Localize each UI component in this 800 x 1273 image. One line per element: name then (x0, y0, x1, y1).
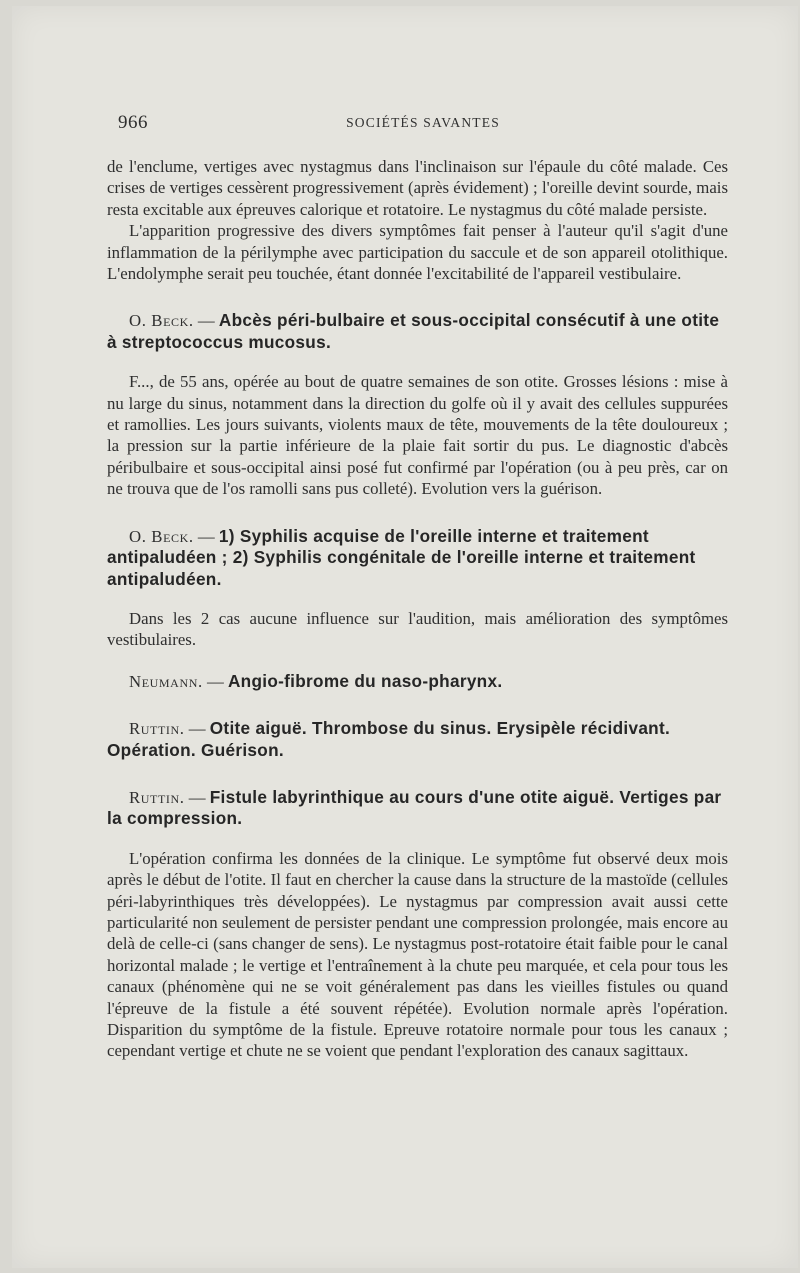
entry-title: Angio-fibrome du naso-pharynx. (227, 670, 503, 691)
entry-author: O. Beck. (129, 526, 194, 546)
entry-body: F..., de 55 ans, opérée au bout de quatre semaines de son otite. Grosses lésions : mise à nu large du sinus, notamment dans la direction du golfe où il y avait des cellules suppurées et ramollies. Les jours suivants, violents maux de tête, mouvements de la tête douloureux ; la pression sur la partie inférieure de la plaie fait sortir du pus. Le diagnostic d'abcès péribulbaire et sous-occipital ainsi posé fut confirmé par l'opération (ou à peu près, car on ne trouva que de l'os ramolli sans pus colleté). Evolution vers la guérison. (107, 372, 728, 499)
entry-author: Ruttin. (129, 719, 185, 739)
intro-paragraph: de l'enclume, vertiges avec nystagmus dans l'inclinaison sur l'épaule du côté malade. Ces crises de vertiges cessèrent progressivement (après évidement) ; l'oreille devint sourde, mais resta excitable aux épreuves calorique et rotatoire. Le nystagmus du côté malade persiste. (107, 157, 728, 219)
entry-body: Dans les 2 cas aucune influence sur l'audition, mais amélioration des symptômes vestibulaires. (107, 608, 728, 650)
entry-author: Ruttin. (129, 787, 185, 807)
report-entry (107, 310, 728, 499)
entry-heading: O. Beck. — 1) Syphilis acquise de l'oreille interne et traitement antipaludéen ; 2) Syphilis congénitale de l'oreille interne et traitement antipaludéen. (107, 525, 696, 589)
report-entry (107, 526, 728, 651)
page-content (107, 156, 728, 1062)
entry-heading: O. Beck. — Abcès péri-bulbaire et sous-occipital consécutif à une otite à streptococcus mucosus. (107, 310, 720, 352)
entry-author: O. Beck. (129, 311, 194, 331)
entry-heading: Ruttin. — Otite aiguë. Thrombose du sinus. Erysipèle récidivant. Opération. Guérison. (107, 718, 671, 760)
page-header (118, 112, 728, 138)
intro-paragraph: L'apparition progressive des divers symptômes fait penser à l'auteur qu'il s'agit d'une inflammation de la périlymphe avec participation du saccule et de son appareil otolithique. L'endolymphe serait peu touchée, étant donnée l'excitabilité de l'appareil vestibulaire. (107, 221, 728, 284)
entry-title: 1) Syphilis acquise de l'oreille interne et traitement antipaludéen ; 2) Syphilis congénitale de l'oreille interne et traitement antipaludéen. (107, 525, 696, 589)
report-entry (107, 671, 728, 692)
entry-body: L'opération confirma les données de la clinique. Le symptôme fut observé deux mois après le début de l'otite. Il faut en chercher la cause dans la structure de la mastoïde (cellules péri-labyrinthiques très développées). Le nystagmus par compression avait aussi cette particularité non seulement de persister pendant une compression prolongée, mais encore au delà de celle-ci (sans changer de sens). Le nystagmus post-rotatoire était faible pour le canal horizontal malade ; le vertige et l'entraînement à la chute peu marquée, et cela pour tous les canaux (phénomène qui ne se voit généralement pas dans les vieilles fistules ou quand l'épreuve de la fistule a été souvent répétée). Evolution normale après l'opération. Disparition du symptôme de la fistule. Epreuve rotatoire normale pour tous les canaux ; cependant vertige et chute ne se voient que pendant l'exploration des canaux sagittaux. (107, 848, 728, 1061)
entry-heading: Neumann. — Angio-fibrome du naso-pharynx. (129, 670, 503, 691)
entry-title: Fistule labyrinthique au cours d'une otite aiguë. Vertiges par la compression. (107, 786, 722, 829)
entry-title: Otite aiguë. Thrombose du sinus. Erysipèle récidivant. Opération. Guérison. (107, 718, 671, 760)
entry-heading: Ruttin. — Fistule labyrinthique au cours d'une otite aiguë. Vertiges par la compression. (107, 786, 722, 829)
entry-title: Abcès péri-bulbaire et sous-occipital consécutif à une otite à streptococcus mucosus. (107, 310, 720, 352)
report-entry (107, 787, 728, 1062)
entry-author: Neumann. (129, 671, 203, 691)
page-number: 966 (118, 112, 148, 133)
report-entry (107, 718, 728, 761)
running-head: SOCIÉTÉS SAVANTES (346, 115, 500, 130)
